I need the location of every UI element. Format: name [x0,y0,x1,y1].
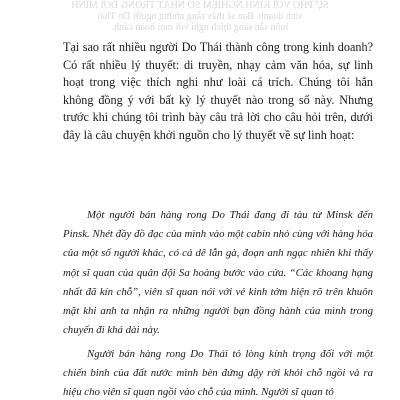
bleed-line: luôn sẵn sàng thích nghi với mọi hoàn cảnh. [111,22,289,33]
story-quote-paragraph-2: Người bán hàng rong Do Thái tỏ lòng kính trọng đối với một chiến binh của đất nước mình bèn đứng dậy rời khỏi chỗ ngồi và ra hiệu cho viên sĩ quan ngồi vào chỗ của mình. Người sĩ quan tỏ [63,348,373,399]
bleed-line: SỰ PHÓ VỚI KINH NGHIỆM SỐ NHẤT TRONG ĐỜI MÌNH [71,0,329,11]
body-paragraph: Tại sao rất nhiều người Do Thái thành công trong kinh doanh? Có rất nhiều lý thuyết: di truyền, nhạy cảm văn hóa, sự linh hoạt trong việc thích nghi như loài cá trích. Chúng tôi hẳn không đồng ý với bất kỳ lý thuyết nào trong số này. Nhưng trước khi chúng tôi trình bày câu trả lời cho câu hỏi trên, dưới đây là câu chuyện khởi nguồn cho lý thuyết về sự linh hoạt: [63,40,373,142]
story-quote-paragraph-1: Một người bán hàng rong Do Thái đang đi tàu từ Minsk đến Pinsk. Nhét đầy đồ đạc của mình vào một cabin nhỏ cùng với hàng hóa của một số người khác, có cả dê lẫn gà, đoạn anh ngạc nhiên khi thấy một sĩ quan của quân đội Sa hoàng bước vào cửa. “Các khoang hạng nhất đã kín chỗ”, viên sĩ quan nói với vẻ kinh tởm hiện rõ trên khuôn mặt khi anh ta nhận ra những người bạn đồng hành của mình trong chuyến đi khá dài này. [63,209,373,337]
bleed-line: sinh doanh. Bạn sẽ thấy rằng những người Do Thái [97,11,303,22]
bleed-through-text [0,0,400,34]
